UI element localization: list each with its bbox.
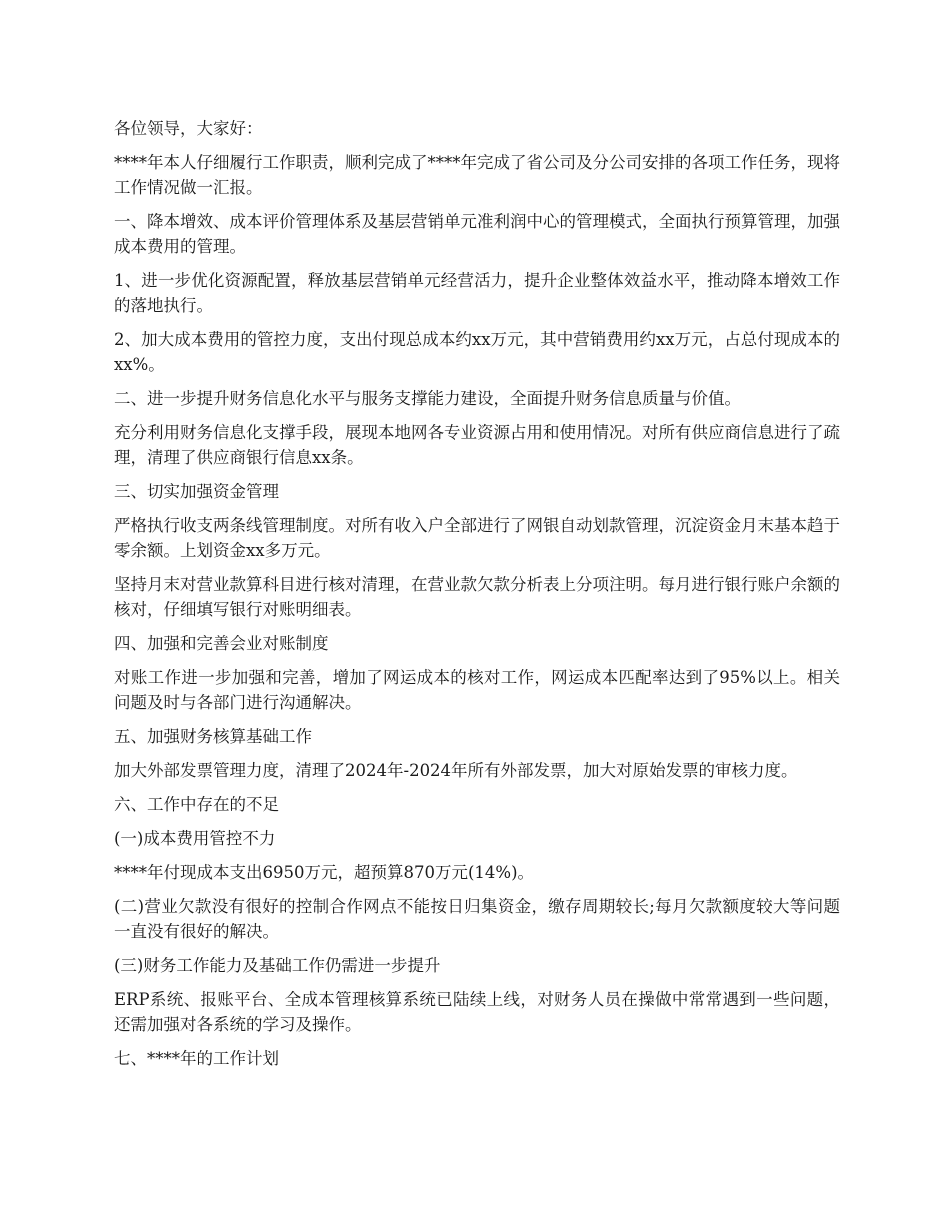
section-6-sub-3-heading: (三)财务工作能力及基础工作仍需进一步提升 bbox=[114, 956, 441, 975]
section-4-heading: 四、加强和完善会业对账制度 bbox=[114, 634, 329, 653]
section-6-sub-1-heading: (一)成本费用管控不力 bbox=[114, 829, 276, 848]
section-6-sub-1-body: ****年付现成本支出6950万元，超预算870万元(14%)。 bbox=[114, 863, 535, 882]
intro-paragraph: ****年本人仔细履行工作职责，顺利完成了****年完成了省公司及分公司安排的各项工作任务，现将工作情况做一汇报。 bbox=[114, 153, 840, 197]
section-6-heading: 六、工作中存在的不足 bbox=[114, 795, 279, 814]
section-2-body: 充分利用财务信息化支撑手段，展现本地网各专业资源占用和使用情况。对所有供应商信息进行了疏理，清理了供应商银行信息xx条。 bbox=[114, 423, 840, 467]
section-6-sub-3-body: ERP系统、报账平台、全成本管理核算系统已陆续上线，对财务人员在操做中常常遇到一些问题，还需加强对各系统的学习及操作。 bbox=[114, 990, 840, 1034]
section-3-heading: 三、切实加强资金管理 bbox=[114, 482, 279, 501]
section-1-item-1: 1、进一步优化资源配置，释放基层营销单元经营活力，提升企业整体效益水平，推动降本增效工作的落地执行。 bbox=[114, 271, 840, 315]
section-1-item-2: 2、加大成本费用的管控力度，支出付现总成本约xx万元，其中营销费用约xx万元，占总付现成本的xx%。 bbox=[114, 330, 840, 374]
section-6-sub-2: (二)营业欠款没有很好的控制合作网点不能按日归集资金，缴存周期较长;每月欠款额度较大等问题一直没有很好的解决。 bbox=[114, 897, 840, 941]
document-page bbox=[114, 116, 840, 1080]
section-5-body: 加大外部发票管理力度，清理了2024年-2024年所有外部发票，加大对原始发票的审核力度。 bbox=[114, 761, 798, 780]
section-7-heading: 七、****年的工作计划 bbox=[114, 1049, 279, 1068]
section-2-heading: 二、进一步提升财务信息化水平与服务支撑能力建设，全面提升财务信息质量与价值。 bbox=[114, 389, 741, 408]
section-3-body-2: 坚持月末对营业款算科目进行核对清理，在营业款欠款分析表上分项注明。每月进行银行账户余额的核对，仔细填写银行对账明细表。 bbox=[114, 575, 840, 619]
greeting: 各位领导，大家好： bbox=[114, 119, 263, 138]
section-3-body-1: 严格执行收支两条线管理制度。对所有收入户全部进行了网银自动划款管理，沉淀资金月末基本趋于零余额。上划资金xx多万元。 bbox=[114, 516, 840, 560]
section-5-heading: 五、加强财务核算基础工作 bbox=[114, 727, 312, 746]
section-1-heading: 一、降本增效、成本评价管理体系及基层营销单元准利润中心的管理模式，全面执行预算管理，加强成本费用的管理。 bbox=[114, 212, 840, 256]
section-4-body: 对账工作进一步加强和完善，增加了网运成本的核对工作，网运成本匹配率达到了95%以上。相关问题及时与各部门进行沟通解决。 bbox=[114, 668, 840, 712]
